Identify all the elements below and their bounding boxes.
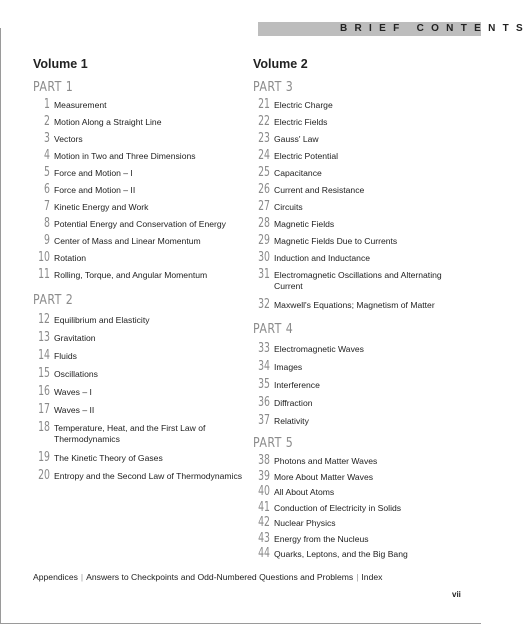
chapter-entry (253, 515, 453, 530)
chapter-number: 4 (44, 148, 50, 163)
chapter-number: 24 (258, 148, 270, 163)
chapter-title: Motion in Two and Three Dimensions (54, 151, 196, 161)
chapter-number: 23 (258, 131, 270, 146)
part-1-label: PART 1 (33, 80, 74, 95)
chapter-entry (253, 97, 453, 112)
chapter-entry (253, 233, 453, 248)
chapter-title: All About Atoms (274, 487, 335, 497)
chapter-number: 21 (258, 97, 270, 112)
chapter-entry (33, 312, 255, 327)
chapter-entry (253, 453, 453, 468)
chapter-title: Center of Mass and Linear Momentum (54, 236, 201, 246)
chapter-number: 34 (258, 359, 270, 374)
chapter-number: 11 (38, 267, 50, 282)
chapter-entry (253, 199, 453, 214)
chapter-number: 19 (38, 450, 50, 465)
chapter-title: Equilibrium and Elasticity (54, 315, 150, 325)
chapter-entry (253, 413, 453, 428)
appendices-line (33, 572, 382, 582)
chapter-title (274, 270, 442, 292)
chapter-entry (33, 233, 255, 248)
chapter-number: 12 (38, 312, 50, 327)
chapter-number: 39 (258, 468, 270, 484)
chapter-number: 20 (38, 468, 50, 483)
page-number: vii (452, 590, 461, 599)
chapter-entry (253, 267, 453, 292)
chapter-title: Induction and Inductance (274, 253, 371, 263)
chapter-number: 16 (38, 384, 50, 399)
volume-1-title: Volume 1 (33, 57, 88, 71)
chapter-title-line-1: Electromagnetic Oscillations and Alternating (274, 270, 442, 280)
chapter-title: Motion Along a Straight Line (54, 117, 162, 127)
answers-label: Answers to Checkpoints and Odd-Numbered Questions and Problems (86, 572, 354, 582)
chapter-entry (33, 450, 255, 465)
chapter-title: Current and Resistance (274, 185, 365, 195)
part-4-label: PART 4 (253, 322, 294, 337)
chapter-number: 31 (258, 267, 270, 282)
part-3-label: PART 3 (253, 80, 294, 95)
chapter-number: 1 (44, 97, 50, 112)
chapter-title: Electric Fields (274, 117, 328, 127)
chapter-number: 13 (38, 330, 50, 345)
index-label: Index (361, 572, 383, 582)
chapter-title (54, 423, 205, 445)
chapter-entry (33, 165, 255, 180)
chapter-title: Vectors (54, 134, 83, 144)
chapter-title: Electromagnetic Waves (274, 344, 364, 354)
appendices-label: Appendices (33, 572, 78, 582)
chapter-number: 41 (258, 499, 270, 515)
chapter-entry (253, 250, 453, 265)
chapter-number: 18 (38, 420, 50, 435)
chapter-title: Rolling, Torque, and Angular Momentum (54, 270, 208, 280)
chapter-title: Electric Potential (274, 151, 339, 161)
chapter-number: 9 (44, 233, 50, 248)
chapter-entry (253, 297, 453, 312)
chapter-number: 8 (44, 216, 50, 231)
chapter-entry (253, 165, 453, 180)
chapter-entry (253, 531, 453, 546)
chapter-title: Gravitation (54, 333, 96, 343)
chapter-entry (253, 546, 453, 561)
chapter-number: 32 (258, 297, 270, 312)
chapter-entry (33, 402, 255, 417)
chapter-title: Gauss' Law (274, 134, 319, 144)
chapter-number: 17 (38, 402, 50, 417)
chapter-entry (33, 348, 255, 363)
chapter-number: 43 (258, 530, 270, 546)
separator: | (356, 572, 359, 582)
chapter-number: 7 (44, 199, 50, 214)
chapter-title: Images (274, 362, 303, 372)
chapter-title: Force and Motion – II (54, 185, 136, 195)
chapter-number: 15 (38, 366, 50, 381)
chapter-title: Magnetic Fields Due to Currents (274, 236, 398, 246)
chapter-entry (33, 131, 255, 146)
chapter-entry (253, 469, 453, 484)
chapter-title: Capacitance (274, 168, 322, 178)
part-2-label: PART 2 (33, 293, 74, 308)
chapter-number: 28 (258, 216, 270, 231)
separator: | (80, 572, 84, 582)
chapter-entry (33, 182, 255, 197)
chapter-number: 3 (44, 131, 50, 146)
chapter-entry (253, 131, 453, 146)
chapter-title: Entropy and the Second Law of Thermodynamics (54, 471, 243, 481)
chapter-entry (253, 377, 453, 392)
volume-2-title: Volume 2 (253, 57, 308, 71)
chapter-entry (33, 420, 255, 445)
chapter-entry (33, 267, 255, 282)
chapter-title-line-1: Temperature, Heat, and the First Law of (54, 423, 206, 433)
chapter-entry (253, 484, 453, 499)
chapter-title: Potential Energy and Conservation of Energy (54, 219, 226, 229)
chapter-title: Force and Motion – I (54, 168, 133, 178)
chapter-title: Interference (274, 380, 320, 390)
chapter-entry (253, 359, 453, 374)
chapter-entry (33, 148, 255, 163)
chapter-number: 26 (258, 182, 270, 197)
chapter-title: The Kinetic Theory of Gases (54, 453, 163, 463)
chapter-title: Magnetic Fields (274, 219, 335, 229)
chapter-entry (33, 384, 255, 399)
chapter-entry (253, 216, 453, 231)
chapter-entry (33, 199, 255, 214)
chapter-title: Kinetic Energy and Work (54, 202, 149, 212)
chapter-title-line-2: Current (274, 281, 303, 291)
chapter-title-line-2: Thermodynamics (54, 434, 120, 444)
chapter-number: 35 (258, 377, 270, 392)
chapter-title: Diffraction (274, 398, 313, 408)
chapter-title: Conduction of Electricity in Solids (274, 502, 402, 513)
part-5-label: PART 5 (253, 436, 294, 451)
chapter-number: 25 (258, 165, 270, 180)
chapter-entry (33, 468, 255, 483)
chapter-entry (253, 500, 453, 515)
chapter-title: Energy from the Nucleus (274, 533, 369, 544)
chapter-title: More About Matter Waves (274, 471, 374, 482)
chapter-entry (33, 114, 255, 129)
chapter-entry (33, 366, 255, 381)
chapter-title: Electric Charge (274, 100, 333, 110)
chapter-title: Nuclear Physics (274, 518, 336, 528)
chapter-number: 33 (258, 341, 270, 356)
chapter-entry (253, 341, 453, 356)
chapter-entry (33, 250, 255, 265)
chapter-title: Oscillations (54, 369, 98, 379)
chapter-number: 44 (258, 546, 270, 561)
chapter-entry (253, 395, 453, 410)
chapter-title: Maxwell's Equations; Magnetism of Matter (274, 300, 435, 310)
chapter-title: Quarks, Leptons, and the Big Bang (274, 549, 408, 559)
chapter-title: Relativity (274, 416, 309, 426)
chapter-title: Waves – II (54, 405, 95, 415)
chapter-entry (33, 97, 255, 112)
chapter-title: Measurement (54, 100, 107, 110)
chapter-title: Rotation (54, 253, 87, 263)
chapter-number: 38 (258, 453, 270, 468)
chapter-entry (253, 148, 453, 163)
chapter-number: 10 (38, 250, 50, 265)
section-header-band (258, 22, 530, 36)
chapter-entry (33, 330, 255, 345)
chapter-title: Photons and Matter Waves (274, 456, 378, 466)
chapter-number: 40 (258, 484, 270, 499)
chapter-title: Waves – I (54, 387, 92, 397)
chapter-number: 42 (258, 515, 270, 530)
chapter-number: 2 (44, 114, 50, 129)
chapter-number: 22 (258, 114, 270, 129)
chapter-entry (33, 216, 255, 231)
chapter-number: 30 (258, 250, 270, 265)
chapter-title: Circuits (274, 202, 303, 212)
chapter-number: 14 (38, 348, 50, 363)
chapter-title: Fluids (54, 351, 77, 361)
chapter-number: 5 (44, 165, 50, 180)
chapter-number: 6 (44, 182, 50, 197)
chapter-number: 29 (258, 233, 270, 248)
chapter-number: 27 (258, 199, 270, 214)
chapter-entry (253, 182, 453, 197)
section-header-label: BRIEF CONTENTS (340, 23, 530, 34)
chapter-number: 37 (258, 413, 270, 428)
chapter-number: 36 (258, 395, 270, 410)
chapter-entry (253, 114, 453, 129)
